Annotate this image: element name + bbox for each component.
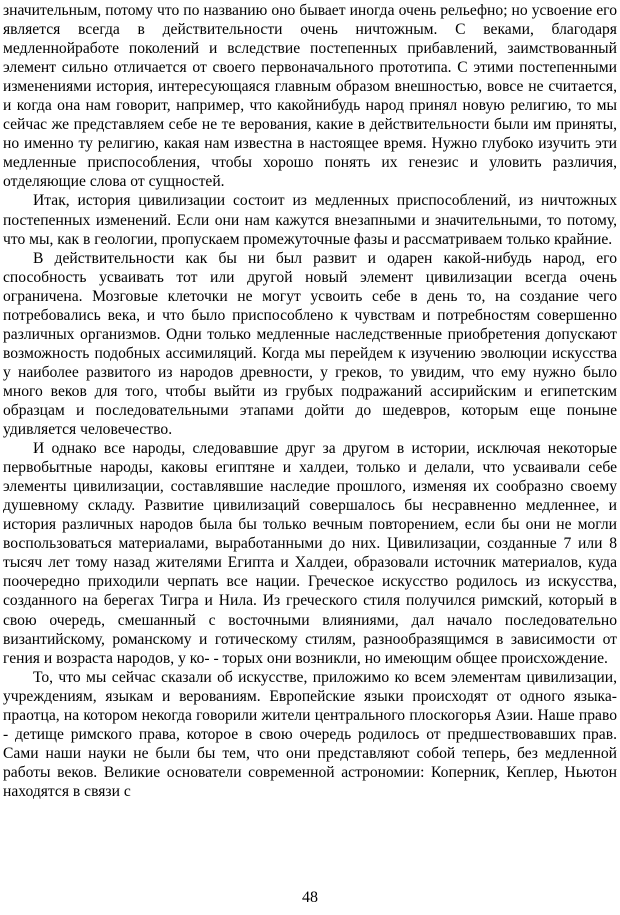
document-page [3,0,617,915]
page-number: 48 [302,889,318,906]
paragraph-continuation: значительным, потому что по названию оно бывает иногда очень рельефно; но усвоение его является всегда в действительности очень ничтожным. С веками, благодаря медленнойработе поколений и вследствие постепенных прибавлений, заимствованный элемент сильно отличается от своего первоначального прототипа. С этими постепенными изменениями история, интересующаяся главным образом внешностью, вовсе не считается, и когда она нам говорит, например, что какойнибудь народ принял новую религию, то мы сейчас же представляем себе не те верования, какие в действительности были им приняты, но именно ту религию, какая нам известна в настоящее время. Нужно глубоко изучить эти медленные приспособления, чтобы хорошо понять их генезис и уловить различия, отделяющие слова от сущностей. [3,2,617,191]
paragraph: В действительности как бы ни был развит и одарен какой-нибудь народ, его способность усваивать тот или другой новый элемент цивилизации всегда очень ограничена. Мозговые клеточки не могут усвоить себе в день то, на создание чего потребовались века, и что было приспособлено к чувствам и потребностям совершенно различных организмов. Одни только медленные наследственные приобретения допускают возможность подобных ассимиляций. Когда мы перейдем к изучению эволюции искусства у наиболее развитого из народов древности, у греков, то увидим, что ему нужно было много веков для того, чтобы выйти из грубых подражаний ассирийским и египетским образцам и последовательными этапами дойти до шедевров, которым еще поныне удивляется человечество. [3,249,617,439]
paragraph: То, что мы сейчас сказали об искусстве, приложимо ко всем элементам цивилизации, учреждениям, языкам и верованиям. Европейские языки происходят от одного языка-праотца, на котором некогда говорили жители центрального плоскогорья Азии. Наше право - детище римского права, которое в свою очередь родилось от предшествовавших прав. Сами наши науки не были бы тем, что они представляют собой теперь, без медленной работы веков. Великие основатели современной астрономии: Коперник, Кеплер, Ньютон находятся в связи с [3,668,617,800]
paragraph: Итак, история цивилизации состоит из медленных приспособлений, из ничтожных постепенных изменений. Если они нам кажутся внезапными и значительными, то потому, что мы, как в геологии, пропускаем промежуточные фазы и рассматриваем только крайние. [3,192,617,248]
paragraph: И однако все народы, следовавшие друг за другом в истории, исключая некоторые первобытные народы, каковы египтяне и халдеи, только и делали, что усваивали себе элементы цивилизации, составлявшие наследие прошлого, изменяя их сообразно своему душевному складу. Развитие цивилизаций совершалось бы несравненно медленнее, и история различных народов была бы только вечным повторением, если бы они не могли воспользоваться материалами, выработанными до них. Цивилизации, созданные 7 или 8 тысяч лет тому назад жителями Египта и Халдеи, образовали источник материалов, куда поочередно приходили черпать все нации. Греческое искусство родилось из искусства, созданного на берегах Тигра и Нила. Из греческого стиля получился римский, который в свою очередь, смешанный с восточными влияниями, дал начало последовательно византийскому, романскому и готическому стилям, разнообразящимся в зависимости от гения и возраста народов, у ко- - торых они возникли, но имеющим общее происхождение. [3,440,617,667]
body-text [3,1,617,801]
